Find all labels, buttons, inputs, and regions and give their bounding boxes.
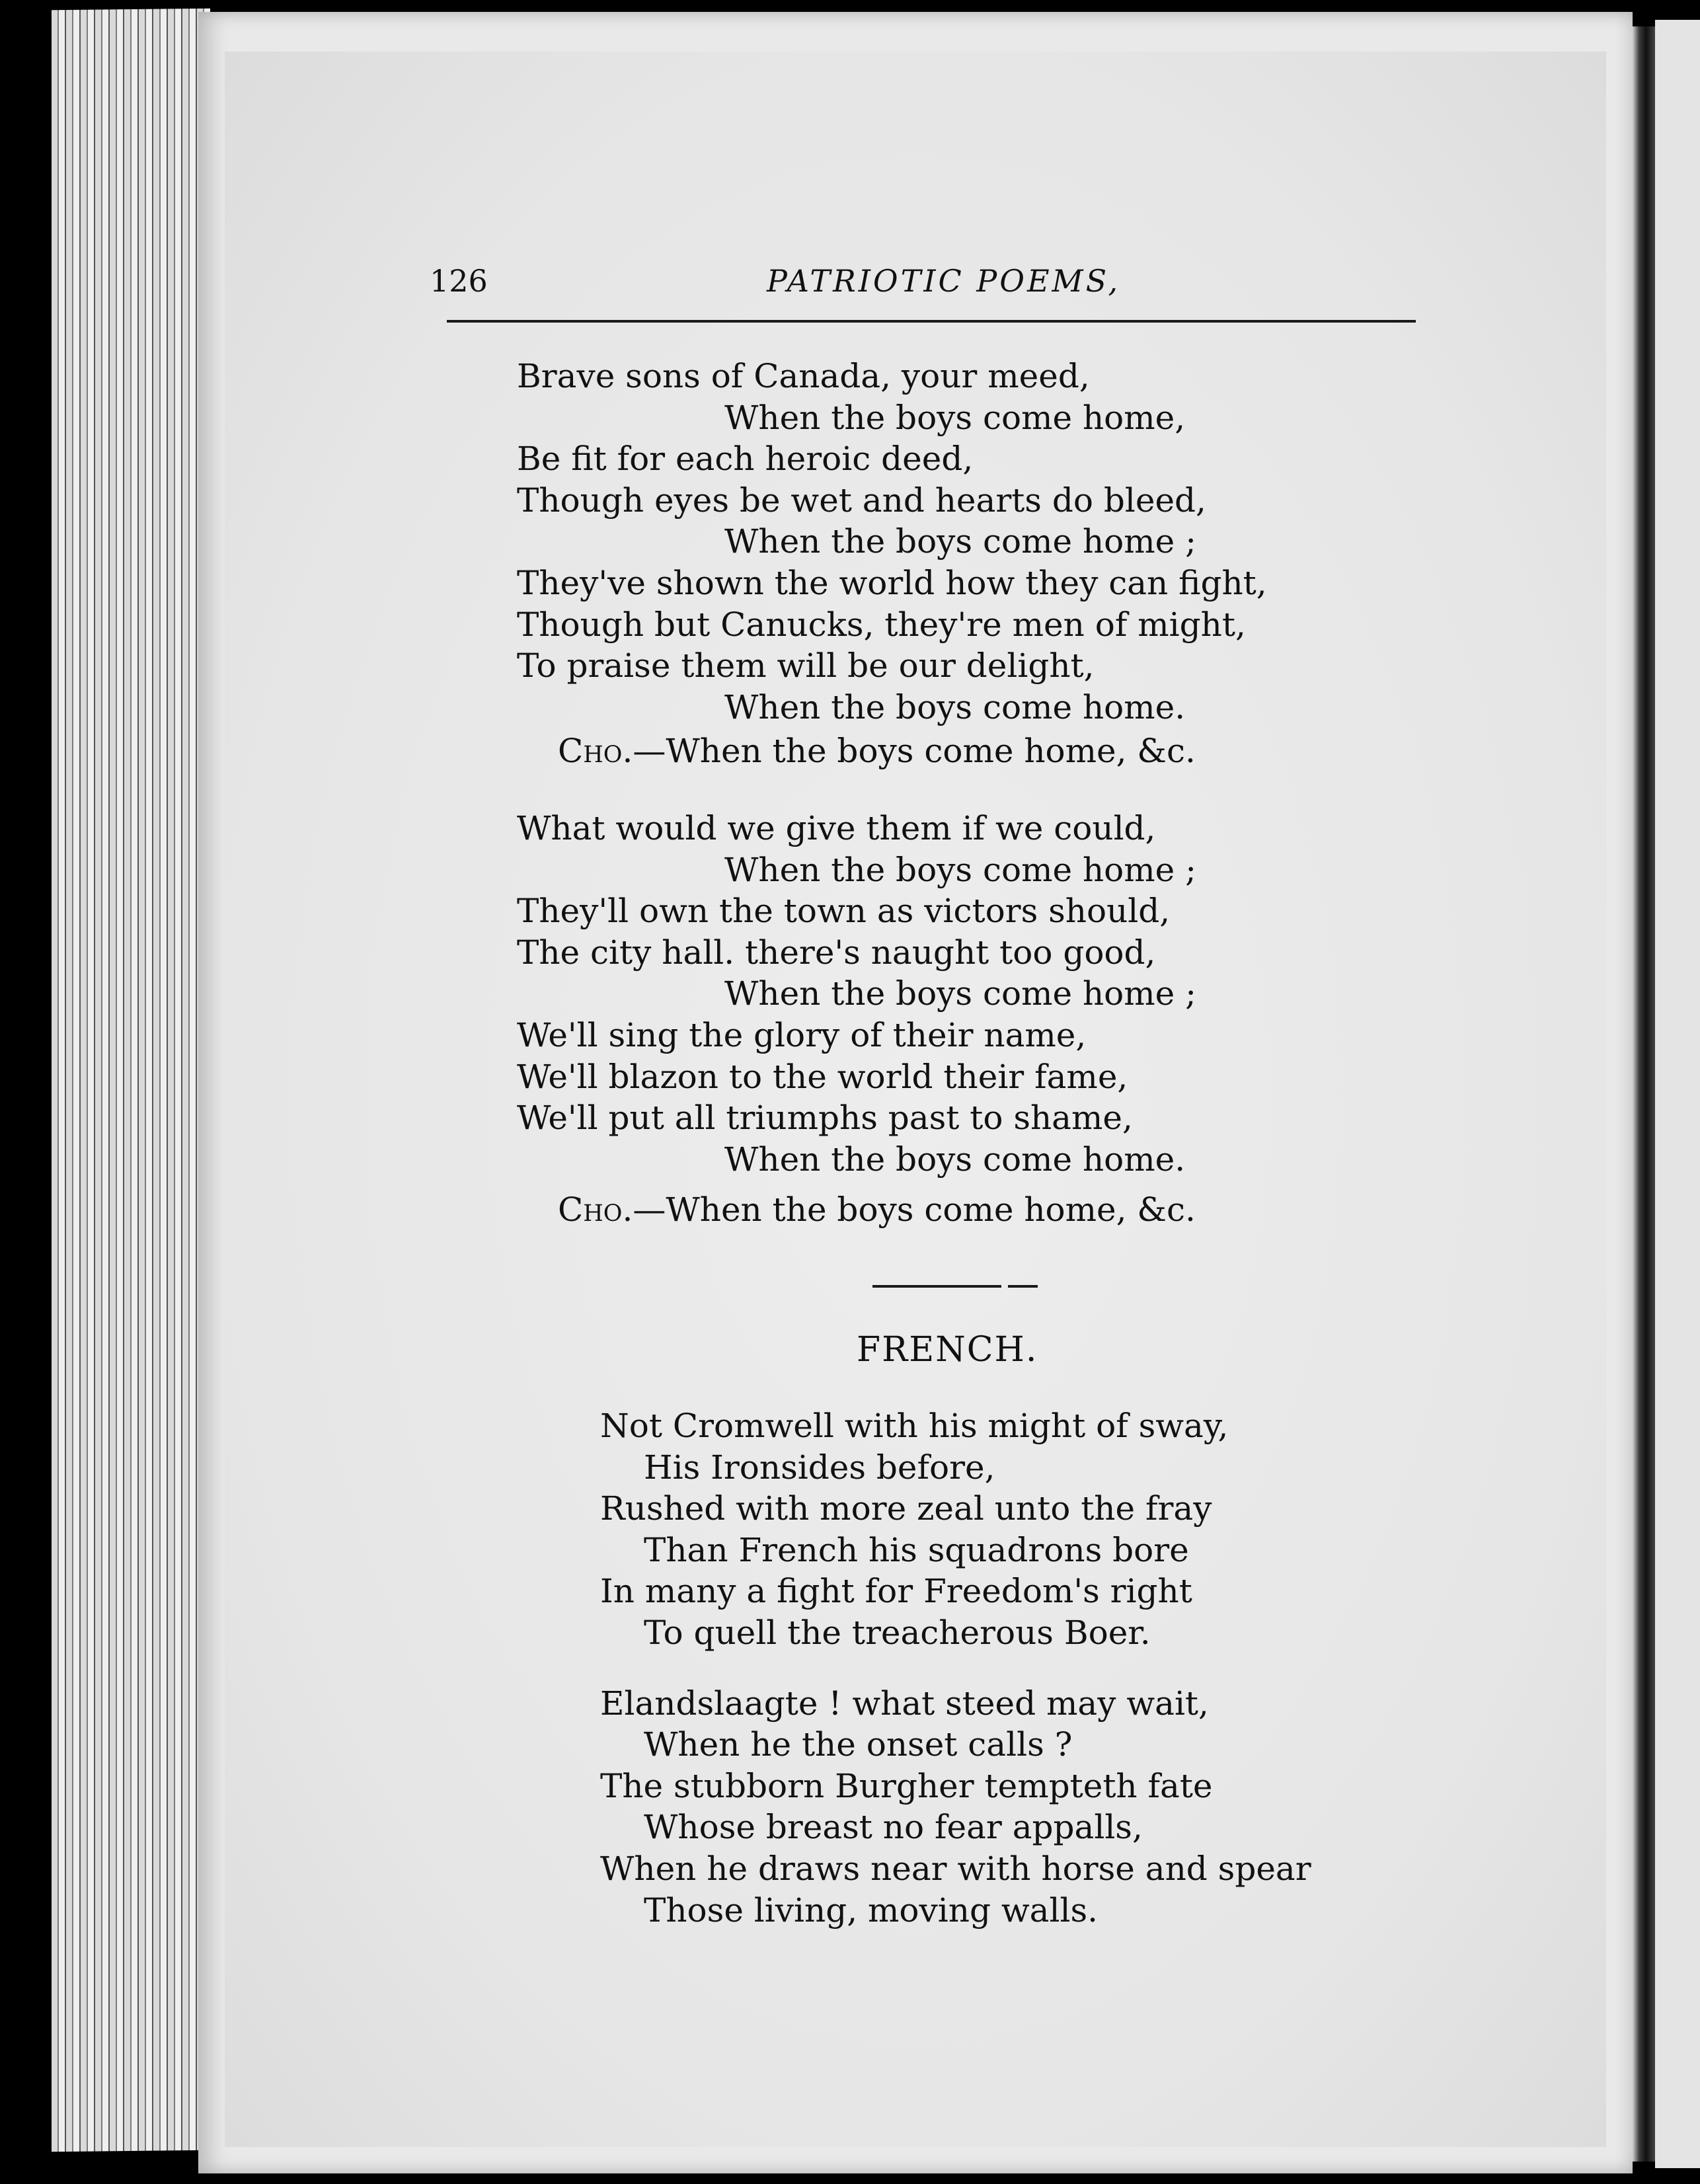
verse-line: We'll sing the glory of their name,: [517, 1015, 1087, 1054]
facing-page-edge: [1655, 20, 1700, 2168]
verse-line: Rushed with more zeal unto the fray: [600, 1489, 1212, 1528]
chorus-text: —When the boys come home, &c.: [633, 732, 1196, 771]
chorus-label: Cho.: [558, 1190, 633, 1229]
verse-line: When the boys come home ;: [724, 522, 1197, 561]
verse-line: When the boys come home ;: [724, 974, 1197, 1013]
running-title: PATRIOTIC POEMS,: [767, 263, 1121, 299]
verse-line: Brave sons of Canada, your meed,: [517, 357, 1090, 395]
running-head: [430, 263, 1414, 309]
verse-line: To quell the treacherous Boer.: [644, 1613, 1151, 1652]
stanza-gap: [517, 772, 1267, 808]
stanza: [517, 808, 1267, 1180]
verse-line: They'll own the town as victors should,: [517, 892, 1171, 931]
chorus-line: [517, 730, 1267, 772]
verse-line: We'll blazon to the world their fame,: [517, 1057, 1128, 1096]
poem-french: [600, 1405, 1311, 1931]
verse-line: When he draws near with horse and spear: [600, 1849, 1311, 1888]
verse-line: Though but Canucks, they're men of might,: [517, 605, 1246, 644]
verse-line: Whose breast no fear appalls,: [644, 1808, 1143, 1847]
verse-line: To praise them will be our delight,: [517, 646, 1095, 685]
stanza-gap: [600, 1654, 1311, 1683]
verse-line: Those living, moving walls.: [644, 1891, 1099, 1930]
verse-line: They've shown the world how they can fight,: [517, 563, 1267, 602]
verse-line: Elandslaagte ! what steed may wait,: [600, 1684, 1209, 1723]
verse-line: Not Cromwell with his might of sway,: [600, 1407, 1229, 1445]
verse-line: What would we give them if we could,: [517, 808, 1156, 847]
verse-line: When he the onset calls ?: [644, 1725, 1073, 1764]
verse-line: The stubborn Burgher tempteth fate: [600, 1766, 1213, 1805]
poem-when-the-boys-come-home: [517, 356, 1267, 1231]
stanza: [600, 1683, 1311, 1931]
verse-line: Than French his squadrons bore: [644, 1530, 1189, 1569]
verse-line: When the boys come home ;: [724, 850, 1197, 889]
verse-line: When the boys come home,: [724, 398, 1186, 437]
verse-line: His Ironsides before,: [644, 1448, 995, 1487]
verse-line: The city hall. there's naught too good,: [517, 933, 1156, 972]
page-number: 126: [430, 263, 488, 299]
book-binding: [1633, 26, 1655, 2162]
verse-line: We'll put all triumphs past to shame,: [517, 1099, 1133, 1138]
book-page-edges: [52, 9, 210, 2152]
stanza: [600, 1405, 1311, 1654]
section-title: FRENCH.: [857, 1330, 1038, 1370]
verse-line: When the boys come home.: [724, 1140, 1186, 1179]
stanza: [517, 356, 1267, 728]
chorus-label: Cho.: [558, 732, 633, 771]
section-divider: [872, 1285, 1038, 1288]
verse-line: Though eyes be wet and hearts do bleed,: [517, 481, 1206, 520]
chorus-line: [517, 1189, 1267, 1231]
header-rule: [447, 320, 1416, 323]
verse-line: Be fit for each heroic deed,: [517, 440, 974, 479]
chorus-text: —When the boys come home, &c.: [633, 1190, 1196, 1229]
verse-line: In many a fight for Freedom's right: [600, 1572, 1192, 1611]
verse-line: When the boys come home.: [724, 687, 1186, 726]
